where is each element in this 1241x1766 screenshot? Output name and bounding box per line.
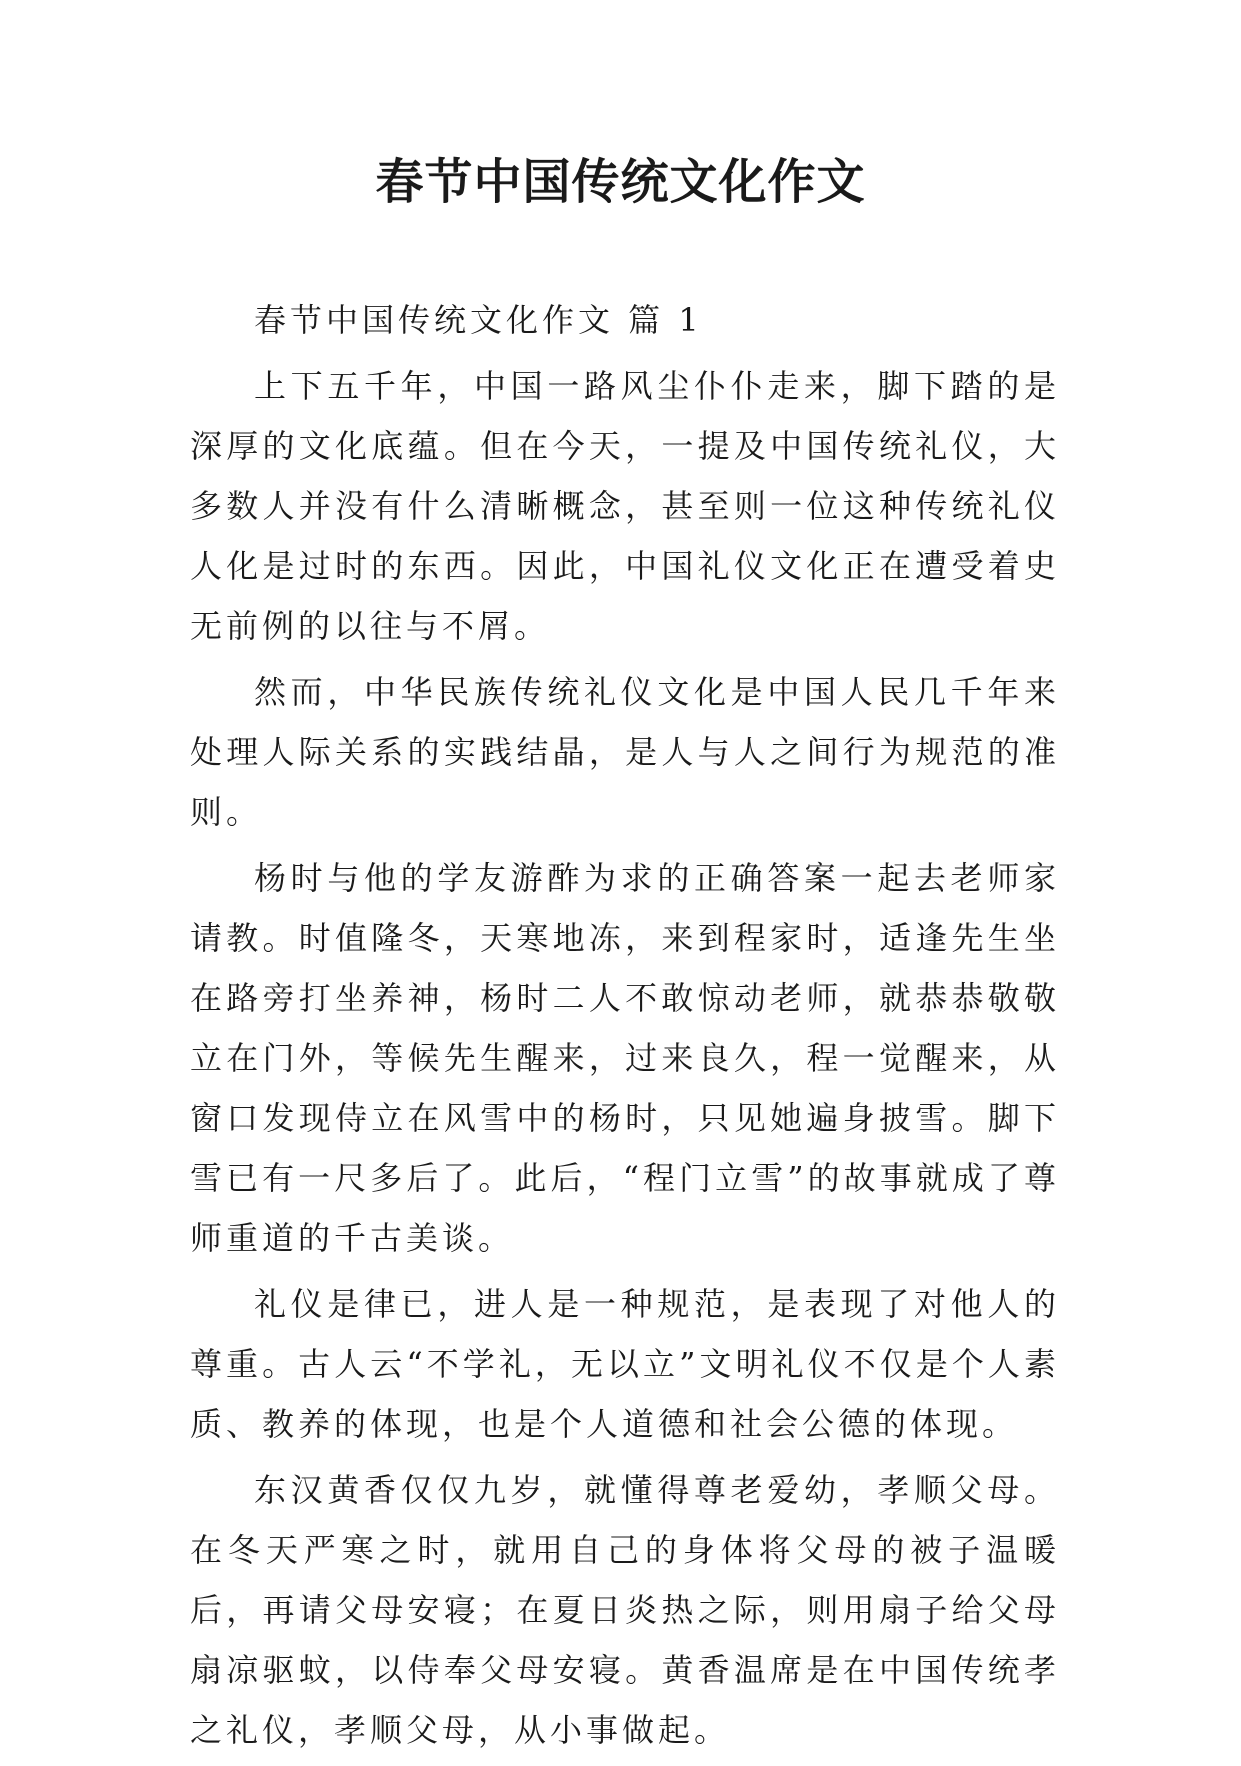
document-body xyxy=(190,290,1060,1766)
section-heading: 春节中国传统文化作文 篇 1 xyxy=(254,301,703,339)
paragraph-1: 上下五千年，中国一路风尘仆仆走来，脚下踏的是深厚的文化底蕴。但在今天，一提及中国传统礼仪，大多数人并没有什么清晰概念，甚至则一位这种传统礼仪人化是过时的东西。因此，中国礼仪文化正在遭受着史无前例的以往与不屑。 xyxy=(190,367,1060,645)
paragraph-4: 礼仪是律已，进人是一种规范，是表现了对他人的尊重。古人云“不学礼，无以立”文明礼仪不仅是个人素质、教养的体现，也是个人道德和社会公德的体现。 xyxy=(190,1285,1060,1443)
document-title: 春节中国传统文化作文 xyxy=(375,154,866,210)
paragraph-3: 杨时与他的学友游酢为求的正确答案一起去老师家请教。时值隆冬，天寒地冻，来到程家时，适逢先生坐在路旁打坐养神，杨时二人不敢惊动老师，就恭恭敬敬立在门外，等候先生醒来，过来良久，程一觉醒来，从窗口发现侍立在风雪中的杨时，只见她遍身披雪。脚下雪已有一尺多后了。此后，“程门立雪”的故事就成了尊师重道的千古美谈。 xyxy=(190,859,1060,1257)
paragraph-5: 东汉黄香仅仅九岁，就懂得尊老爱幼，孝顺父母。在冬天严寒之时，就用自己的身体将父母的被子温暖后，再请父母安寝；在夏日炎热之际，则用扇子给父母扇凉驱蚊，以侍奉父母安寝。黄香温席是在中国传统孝之礼仪，孝顺父母，从小事做起。 xyxy=(190,1471,1060,1749)
paragraph-2: 然而，中华民族传统礼仪文化是中国人民几千年来处理人际关系的实践结晶，是人与人之间行为规范的准则。 xyxy=(190,673,1060,831)
